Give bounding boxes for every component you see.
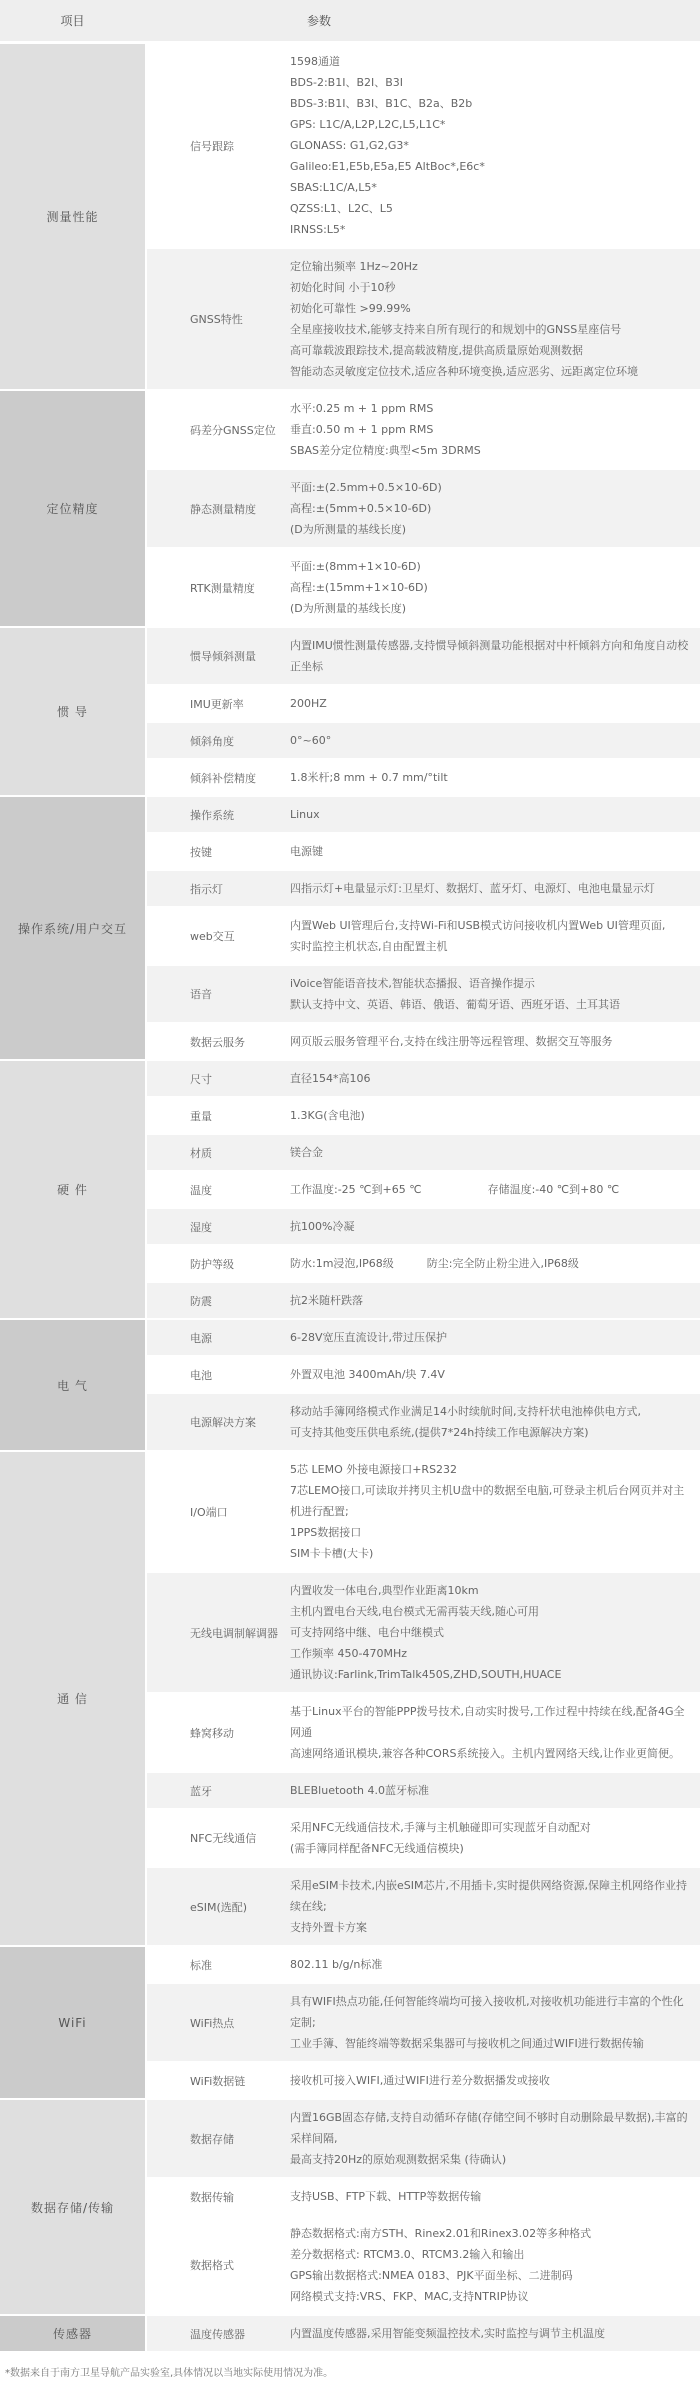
row-label: GNSS特性 <box>190 313 243 326</box>
category-cell: 操作系统/用户交互 <box>0 797 145 1059</box>
row-value <box>290 767 700 788</box>
value-line: 7芯LEMO接口,可读取并拷贝主机U盘中的数据至电脑,可登录主机后台网页并对主机进行配置; <box>290 1484 685 1518</box>
value-line: 工作频率 450-470MHz <box>290 1647 407 1660</box>
row-value <box>290 915 700 957</box>
row-label: eSIM(选配) <box>190 1900 248 1914</box>
section-rows <box>147 391 700 626</box>
row-label: NFC无线通信 <box>190 1832 257 1845</box>
value-line: BDS-3:B1I、B3I、B1C、B2a、B2b <box>290 97 473 110</box>
row-label: 数据传输 <box>190 2190 234 2204</box>
spec-row <box>147 797 700 832</box>
spec-row <box>147 1771 700 1808</box>
value-line: (D为所测量的基线长度) <box>290 602 407 615</box>
value-line: 内置收发一体电台,典型作业距离10km <box>290 1584 479 1597</box>
value-line: 移动站手簿网络模式作业满足14小时续航时间,支持杆状电池棒供电方式, <box>290 1405 641 1418</box>
value-line: 内置IMU惯性测量传感器,支持惯导倾斜测量功能根据对中杆倾斜方向和角度自动校正坐标 <box>290 639 689 673</box>
row-label: RTK测量精度 <box>190 581 255 595</box>
row-value <box>290 1216 700 1237</box>
value-line: iVoice智能语音技术,智能状态播报、语音操作提示 <box>290 977 535 990</box>
value-line: GLONASS: G1,G2,G3* <box>290 139 409 152</box>
row-value <box>290 693 700 714</box>
row-label: 电源解决方案 <box>190 1416 256 1429</box>
spec-row <box>147 2214 700 2314</box>
category-cell: 电 气 <box>0 1320 145 1450</box>
value-line: 内置Web UI管理后台,支持Wi-Fi和USB模式访问接收机内置Web UI管理页面, <box>290 919 666 932</box>
value-line: 可支持网络中继、电台中继模式 <box>290 1626 444 1639</box>
row-label: 数据存储 <box>190 2132 234 2146</box>
category-cell: 测量性能 <box>0 44 145 389</box>
row-value <box>290 1290 700 1311</box>
row-value <box>290 2186 700 2207</box>
spec-row <box>147 832 700 869</box>
row-value <box>290 1580 700 1685</box>
value-line: SBAS差分定位精度:典型<5m 3DRMS <box>290 444 481 457</box>
value-line: GPS: L1C/A,L2P,L2C,L5,L1C* <box>290 118 446 131</box>
header-col-item: 项目 <box>60 14 85 28</box>
section-rows <box>147 44 700 389</box>
value-line: 高程:±(15mm+1×10-6D) <box>290 581 428 594</box>
row-value <box>290 1459 700 1564</box>
value-line: 具有WIFI热点功能,任何智能终端均可接入接收机,对接收机功能进行丰富的个性化定制; <box>290 1995 684 2029</box>
row-label: 温度 <box>190 1183 212 1197</box>
value-line: 默认支持中文、英语、韩语、俄语、葡萄牙语、西班牙语、土耳其语 <box>290 998 620 1011</box>
row-value <box>290 973 700 1015</box>
row-value <box>290 1780 700 1801</box>
row-label: 温度传感器 <box>190 2327 245 2341</box>
row-label: 数据云服务 <box>190 1035 245 1049</box>
row-value <box>290 1875 700 1938</box>
row-label: 信号跟踪 <box>190 139 234 153</box>
spec-row <box>147 1281 700 1318</box>
spec-row <box>147 1022 700 1059</box>
value-line: SIM卡卡槽(大卡) <box>290 1547 374 1560</box>
spec-row <box>147 1808 700 1866</box>
category-cell: 硬 件 <box>0 1061 145 1318</box>
spec-row <box>147 964 700 1022</box>
spec-section <box>0 1452 700 1945</box>
row-value <box>290 2323 700 2344</box>
spec-row <box>147 2316 700 2351</box>
spec-section <box>0 2316 700 2351</box>
value-line: 采用NFC无线通信技术,手簿与主机触碰即可实现蓝牙自动配对 <box>290 1821 591 1834</box>
row-label: 语音 <box>190 988 212 1001</box>
category-cell: 传感器 <box>0 2316 145 2351</box>
spec-section <box>0 44 700 389</box>
value-line: 平面:±(2.5mm+0.5×10-6D) <box>290 481 442 494</box>
row-label: 倾斜角度 <box>190 734 234 748</box>
spec-row <box>147 547 700 626</box>
value-line: 802.11 b/g/n标准 <box>290 1958 383 1971</box>
row-label: 无线电调制解调器 <box>190 1626 278 1640</box>
spec-row <box>147 247 700 389</box>
spec-row <box>147 1170 700 1207</box>
section-rows <box>147 2316 700 2351</box>
value-line: 支持外置卡方案 <box>290 1921 367 1934</box>
row-value <box>290 1401 700 1443</box>
value-line: 水平:0.25 m + 1 ppm RMS <box>290 402 434 415</box>
value-line: 5芯 LEMO 外接电源接口+RS232 <box>290 1463 458 1476</box>
value-line: 网络模式支持:VRS、FKP、MAC,支持NTRIP协议 <box>290 2290 529 2303</box>
value-line: (需手簿同样配备NFC无线通信模块) <box>290 1842 464 1855</box>
row-label: 操作系统 <box>190 808 234 822</box>
value-line: 电源键 <box>290 845 323 858</box>
row-label: 材质 <box>190 1146 212 1160</box>
spec-row <box>147 1133 700 1170</box>
value-line: 6-28V宽压直流设计,带过压保护 <box>290 1331 447 1344</box>
spec-section <box>0 1061 700 1318</box>
row-label: 倾斜补偿精度 <box>190 771 256 785</box>
value-line: 最高支持20Hz的原始观测数据采集 (待确认) <box>290 2153 507 2166</box>
spec-row <box>147 1982 700 2061</box>
spec-row <box>147 1320 700 1355</box>
row-value <box>290 1327 700 1348</box>
value-line: SBAS:L1C/A,L5* <box>290 181 377 194</box>
spec-row <box>147 1355 700 1392</box>
spec-row <box>147 1061 700 1096</box>
spec-row <box>147 1571 700 1692</box>
row-value <box>290 1253 700 1274</box>
spec-row <box>147 1392 700 1450</box>
row-label: 蜂窝移动 <box>190 1726 234 1740</box>
value-line: (D为所测量的基线长度) <box>290 523 407 536</box>
category-cell: 定位精度 <box>0 391 145 626</box>
footnote: *数据来自于南方卫星导航产品实验室,具体情况以当地实际使用情况为准。 <box>5 2368 334 2379</box>
row-value <box>290 2107 700 2170</box>
row-label: 指示灯 <box>190 882 223 896</box>
value-line: 主机内置电台天线,电台模式无需再装天线,随心可用 <box>290 1605 539 1618</box>
value-line: 内置16GB固态存储,支持自动循环存储(存储空间不够时自动删除最早数据),丰富的采样间隔, <box>290 2111 688 2145</box>
row-label: WiFi热点 <box>190 2016 235 2030</box>
row-value <box>290 398 700 461</box>
spec-row <box>147 391 700 468</box>
spec-section <box>0 1320 700 1450</box>
value-line: 实时监控主机状态,自由配置主机 <box>290 940 448 953</box>
row-label: web交互 <box>190 930 235 943</box>
spec-row <box>147 758 700 795</box>
section-rows <box>147 1947 700 2098</box>
row-value <box>290 556 700 619</box>
row-value <box>290 477 700 540</box>
category-cell: 惯 导 <box>0 628 145 795</box>
spec-section <box>0 2100 700 2314</box>
row-label: 重量 <box>190 1109 212 1123</box>
value-line: 初始化时间 小于10秒 <box>290 281 396 294</box>
value-line: 初始化可靠性 >99.99% <box>290 302 411 315</box>
row-label: 防护等级 <box>190 1257 234 1271</box>
value-line: 0°~60° <box>290 734 332 747</box>
row-label: 按键 <box>190 845 212 859</box>
row-value <box>290 51 700 240</box>
row-label: 电池 <box>190 1368 212 1382</box>
row-value <box>290 1105 700 1126</box>
value-line: 1.8米杆;8 mm + 0.7 mm/°tilt <box>290 771 448 784</box>
value-line: 抗100%冷凝 <box>290 1220 355 1233</box>
value-line: 支持USB、FTP下载、HTTP等数据传输 <box>290 2190 482 2203</box>
section-rows <box>147 1061 700 1318</box>
row-value <box>290 256 700 382</box>
value-line: 通讯协议:Farlink,TrimTalk450S,ZHD,SOUTH,HUACE <box>290 1668 562 1681</box>
spec-row <box>147 44 700 247</box>
value-line: 网页版云服务管理平台,支持在线注册等远程管理、数据交互等服务 <box>290 1035 613 1048</box>
row-value <box>290 635 700 677</box>
value-line: 外置双电池 3400mAh/块 7.4V <box>290 1368 445 1381</box>
spec-row <box>147 1452 700 1571</box>
spec-row <box>147 906 700 964</box>
value-line: Linux <box>290 808 320 821</box>
category-cell: 通 信 <box>0 1452 145 1945</box>
value-line: 基于Linux平台的智能PPP拨号技术,自动实时拨号,工作过程中持续在线,配备4G全网通 <box>290 1705 685 1739</box>
row-label: I/O端口 <box>190 1505 228 1519</box>
section-rows <box>147 1320 700 1450</box>
spec-row <box>147 1947 700 1982</box>
row-label: 标准 <box>190 1958 212 1972</box>
value-line: BDS-2:B1I、B2I、B3I <box>290 76 404 89</box>
value-line: GPS输出数据格式:NMEA 0183、PJK平面坐标、二进制码 <box>290 2269 573 2282</box>
row-value <box>290 1142 700 1163</box>
spec-row <box>147 869 700 906</box>
value-line: 内置温度传感器,采用智能变频温控技术,实时监控与调节主机温度 <box>290 2327 605 2340</box>
section-rows <box>147 797 700 1059</box>
value-line: IRNSS:L5* <box>290 223 346 236</box>
row-label: 湿度 <box>190 1220 212 1234</box>
value-line: BLEBluetooth 4.0蓝牙标准 <box>290 1784 430 1797</box>
value-line: 采用eSIM卡技术,内嵌eSIM芯片,不用插卡,实时提供网络资源,保障主机网络作业持续在线; <box>290 1879 687 1913</box>
value-line: 可支持其他变压供电系统,(提供7*24h持续工作电源解决方案) <box>290 1426 589 1439</box>
spec-row <box>147 628 700 684</box>
value-line: 1.3KG(含电池) <box>290 1109 365 1122</box>
spec-row <box>147 2061 700 2098</box>
value-line: 差分数据格式: RTCM3.0、RTCM3.2输入和输出 <box>290 2248 525 2261</box>
value-line: 高程:±(5mm+0.5×10-6D) <box>290 502 432 515</box>
value-line: QZSS:L1、L2C、L5 <box>290 202 393 215</box>
value-line: 1598通道 <box>290 55 340 68</box>
row-value <box>290 730 700 751</box>
value-line: 定位输出频率 1Hz~20Hz <box>290 260 418 273</box>
row-label: WiFi数据链 <box>190 2074 246 2088</box>
row-value <box>290 1817 700 1859</box>
value-line: 防水:1m浸泡,IP68级 防尘:完全防止粉尘进入,IP68级 <box>290 1257 579 1270</box>
table-header <box>0 0 700 41</box>
value-line: Galileo:E1,E5b,E5a,E5 AltBoc*,E6c* <box>290 160 485 173</box>
section-rows <box>147 2100 700 2314</box>
value-line: 平面:±(8mm+1×10-6D) <box>290 560 421 573</box>
row-label: 防震 <box>190 1294 212 1308</box>
row-label: 静态测量精度 <box>190 502 256 516</box>
category-cell: WiFi <box>0 1947 145 2098</box>
row-label: 惯导倾斜测量 <box>190 650 256 663</box>
row-label: 数据格式 <box>190 2259 234 2272</box>
row-value <box>290 1364 700 1385</box>
spec-row <box>147 468 700 547</box>
value-line: 高速网络通讯模块,兼容各种CORS系统接入。主机内置网络天线,让作业更简便。 <box>290 1747 680 1760</box>
row-label: 码差分GNSS定位 <box>190 423 276 437</box>
row-value <box>290 1031 700 1052</box>
value-line: 直径154*高106 <box>290 1072 371 1085</box>
value-line: 1PPS数据接口 <box>290 1526 362 1539</box>
row-value <box>290 1991 700 2054</box>
spec-row <box>147 721 700 758</box>
value-line: 接收机可接入WIFI,通过WIFI进行差分数据播发或接收 <box>290 2074 550 2087</box>
spec-row <box>147 1096 700 1133</box>
value-line: 工作温度:-25 ℃到+65 ℃ 存储温度:-40 ℃到+80 ℃ <box>290 1183 620 1196</box>
spec-row <box>147 1692 700 1771</box>
row-value <box>290 1954 700 1975</box>
value-line: 全星座接收技术,能够支持来自所有现行的和规划中的GNSS星座信号 <box>290 323 622 336</box>
section-rows <box>147 1452 700 1945</box>
spec-row <box>147 1866 700 1945</box>
row-label: 尺寸 <box>190 1072 212 1086</box>
spec-section <box>0 1947 700 2098</box>
row-value <box>290 2223 700 2307</box>
row-value <box>290 841 700 862</box>
section-rows <box>147 628 700 795</box>
row-value <box>290 1068 700 1089</box>
row-value <box>290 1701 700 1764</box>
value-line: 工业手簿、智能终端等数据采集器可与接收机之间通过WIFI进行数据传输 <box>290 2037 644 2050</box>
row-label: 蓝牙 <box>190 1784 212 1798</box>
value-line: 镁合金 <box>290 1146 323 1159</box>
row-label: 电源 <box>190 1331 212 1345</box>
value-line: 四指示灯+电量显示灯:卫星灯、数据灯、蓝牙灯、电源灯、电池电量显示灯 <box>290 882 655 895</box>
spec-section <box>0 797 700 1059</box>
spec-row <box>147 1207 700 1244</box>
spec-row <box>147 684 700 721</box>
spec-row <box>147 1244 700 1281</box>
row-value <box>290 878 700 899</box>
row-value <box>290 1179 700 1200</box>
header-col-param: 参数 <box>307 14 332 28</box>
row-label: IMU更新率 <box>190 697 244 711</box>
row-value <box>290 804 700 825</box>
value-line: 垂直:0.50 m + 1 ppm RMS <box>290 423 434 436</box>
value-line: 抗2米随杆跌落 <box>290 1294 363 1307</box>
row-value <box>290 2070 700 2091</box>
value-line: 高可靠载波跟踪技术,提高载波精度,提供高质量原始观测数据 <box>290 344 583 357</box>
value-line: 200HZ <box>290 697 327 710</box>
spec-section <box>0 391 700 626</box>
value-line: 静态数据格式:南方STH、Rinex2.01和Rinex3.02等多种格式 <box>290 2227 592 2240</box>
spec-row <box>147 2177 700 2214</box>
spec-section <box>0 628 700 795</box>
spec-row <box>147 2100 700 2177</box>
value-line: 智能动态灵敏度定位技术,适应各种环境变换,适应恶劣、远距离定位环境 <box>290 365 638 378</box>
category-cell: 数据存储/传输 <box>0 2100 145 2314</box>
spec-sections <box>0 44 700 2351</box>
